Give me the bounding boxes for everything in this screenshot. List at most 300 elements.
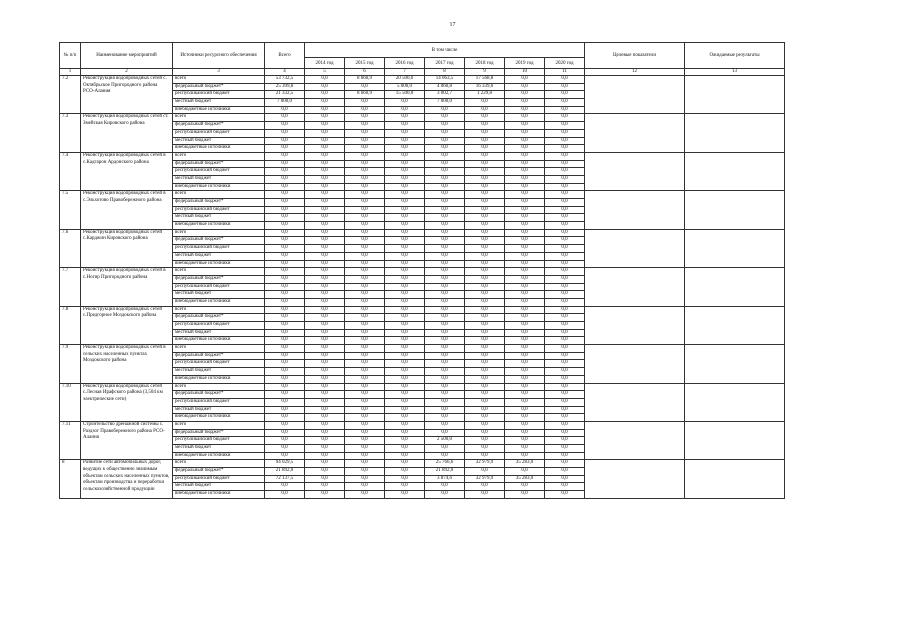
year-value: 32 979,9: [465, 475, 505, 483]
year-value: 0,0: [545, 437, 585, 445]
total-value: 72 137,5: [265, 475, 305, 483]
year-value: 0,0: [545, 83, 585, 91]
measure-number: 7.2: [60, 76, 81, 114]
year-value: 0,0: [505, 275, 545, 283]
funding-source: всего: [173, 421, 265, 429]
funding-source: всего: [173, 229, 265, 237]
year-value: 0,0: [505, 414, 545, 422]
measure-block: [60, 306, 785, 344]
year-value: 0,0: [545, 368, 585, 376]
year-value: 0,0: [425, 160, 465, 168]
year-value: 0,0: [385, 237, 425, 245]
year-value: 0,0: [425, 306, 465, 314]
year-value: 14 063,5: [425, 76, 465, 84]
year-value: 0,0: [465, 406, 505, 414]
year-value: 0,0: [345, 152, 385, 160]
year-value: 0,0: [545, 99, 585, 107]
year-value: 0,0: [465, 306, 505, 314]
year-value: 0,0: [305, 168, 345, 176]
year-value: 0,0: [305, 360, 345, 368]
year-value: 0,0: [545, 491, 585, 499]
total-value: 0,0: [265, 352, 305, 360]
column-number: 7: [385, 69, 425, 76]
funding-source: федеральный бюджет*: [173, 83, 265, 91]
year-value: 0,0: [545, 352, 585, 360]
year-value: 0,0: [345, 260, 385, 268]
year-value: 0,0: [425, 421, 465, 429]
table-row: [60, 306, 785, 314]
year-value: 0,0: [305, 106, 345, 114]
year-value: 0,0: [465, 160, 505, 168]
year-value: 0,0: [505, 83, 545, 91]
year-value: 0,0: [505, 106, 545, 114]
year-value: 0,0: [505, 360, 545, 368]
year-value: 0,0: [505, 352, 545, 360]
funding-source: местный бюджет: [173, 483, 265, 491]
year-value: 0,0: [465, 298, 505, 306]
total-value: 21 892,0: [265, 468, 305, 476]
measure-name: Строительство дренажной системы с. Раздзог Правобережного района РСО-Алания: [81, 421, 173, 459]
year-value: 0,0: [425, 452, 465, 460]
funding-source: республиканский бюджет: [173, 245, 265, 253]
year-value: 0,0: [345, 114, 385, 122]
year-value: 0,0: [505, 491, 545, 499]
year-value: 0,0: [465, 199, 505, 207]
year-value: 0,0: [505, 429, 545, 437]
year-value: 0,0: [505, 175, 545, 183]
column-number: 8: [425, 69, 465, 76]
year-value: 0,0: [545, 122, 585, 130]
total-value: 0,0: [265, 199, 305, 207]
funding-source: местный бюджет: [173, 214, 265, 222]
column-numbers: [60, 69, 785, 76]
year-value: 35 283,0: [505, 460, 545, 468]
total-value: 0,0: [265, 491, 305, 499]
year-value: 0,0: [385, 398, 425, 406]
year-value: 0,0: [545, 91, 585, 99]
year-value: 0,0: [425, 229, 465, 237]
year-value: 0,0: [545, 298, 585, 306]
table-row: [60, 191, 785, 199]
expected-results-cell: [685, 114, 785, 152]
year-value: 0,0: [305, 145, 345, 153]
year-value: 0,0: [385, 314, 425, 322]
total-value: 0,0: [265, 237, 305, 245]
measure-name: Реконструкция водопроводных сетей в с.Эльхотово Правобережного района: [81, 191, 173, 229]
total-value: 0,0: [265, 191, 305, 199]
target-indicators-cell: [585, 268, 685, 306]
column-number: 4: [265, 69, 305, 76]
year-value: 0,0: [545, 414, 585, 422]
year-value: 0,0: [545, 168, 585, 176]
table-row: [60, 76, 785, 84]
year-value: 0,0: [425, 398, 465, 406]
measure-name: Реконструкция водопроводных сетей ст. Змейская Кировского района: [81, 114, 173, 152]
column-number: 9: [465, 69, 505, 76]
funding-source: внебюджетные источники: [173, 337, 265, 345]
year-value: 0,0: [345, 406, 385, 414]
year-value: 0,0: [425, 360, 465, 368]
year-value: 0,0: [505, 483, 545, 491]
year-value: 0,0: [425, 245, 465, 253]
year-value: 0,0: [385, 391, 425, 399]
year-value: 0,0: [385, 437, 425, 445]
year-value: 0,0: [385, 329, 425, 337]
year-value: 0,0: [465, 214, 505, 222]
year-value: 0,0: [465, 483, 505, 491]
year-value: 0,0: [345, 245, 385, 253]
year-value: 0,0: [505, 421, 545, 429]
year-value: 0,0: [465, 137, 505, 145]
year-value: 0,0: [385, 337, 425, 345]
year-value: 0,0: [505, 437, 545, 445]
measure-number: 7.5: [60, 191, 81, 229]
year-value: 0,0: [305, 391, 345, 399]
year-value: 0,0: [505, 91, 545, 99]
measure-block: [60, 76, 785, 114]
year-value: 0,0: [385, 352, 425, 360]
funding-source: внебюджетные источники: [173, 106, 265, 114]
measure-block: [60, 383, 785, 421]
year-value: 0,0: [345, 268, 385, 276]
header-year: 2017 год: [425, 58, 465, 69]
year-value: 0,0: [465, 145, 505, 153]
year-value: 0,0: [505, 191, 545, 199]
funding-source: внебюджетные источники: [173, 452, 265, 460]
year-value: 0,0: [305, 345, 345, 353]
year-value: 0,0: [425, 414, 465, 422]
header-year: 2018 год: [465, 58, 505, 69]
total-value: 0,0: [265, 106, 305, 114]
funding-source: всего: [173, 306, 265, 314]
year-value: 0,0: [425, 183, 465, 191]
total-value: 0,0: [265, 137, 305, 145]
year-value: 0,0: [345, 429, 385, 437]
year-value: 0,0: [425, 491, 465, 499]
table-row: [60, 152, 785, 160]
header-year: 2019 год: [505, 58, 545, 69]
year-value: 0,0: [425, 152, 465, 160]
column-number-row: [60, 69, 785, 76]
funding-source: внебюджетные источники: [173, 414, 265, 422]
year-value: 0,0: [385, 106, 425, 114]
total-value: 0,0: [265, 360, 305, 368]
year-value: 0,0: [305, 445, 345, 453]
year-value: 0,0: [505, 383, 545, 391]
year-value: 0,0: [305, 199, 345, 207]
year-value: 0,0: [505, 206, 545, 214]
year-value: 0,0: [505, 398, 545, 406]
year-value: 0,0: [505, 268, 545, 276]
year-value: 0,0: [505, 445, 545, 453]
year-value: 0,0: [545, 129, 585, 137]
year-value: 0,0: [305, 298, 345, 306]
funding-source: местный бюджет: [173, 445, 265, 453]
funding-source: внебюджетные источники: [173, 375, 265, 383]
funding-source: всего: [173, 345, 265, 353]
total-value: 0,0: [265, 222, 305, 230]
year-value: 0,0: [425, 191, 465, 199]
expected-results-cell: [685, 76, 785, 114]
year-value: 0,0: [465, 375, 505, 383]
year-value: 0,0: [425, 214, 465, 222]
year-value: 0,0: [385, 383, 425, 391]
target-indicators-cell: [585, 76, 685, 114]
total-value: 0,0: [265, 252, 305, 260]
year-value: 0,0: [545, 199, 585, 207]
column-number: 11: [545, 69, 585, 76]
year-value: 0,0: [545, 175, 585, 183]
total-value: 0,0: [265, 452, 305, 460]
year-value: 0,0: [465, 191, 505, 199]
year-value: 0,0: [425, 483, 465, 491]
funding-source: всего: [173, 114, 265, 122]
year-value: 0,0: [545, 268, 585, 276]
year-value: 0,0: [305, 491, 345, 499]
measure-number: 7.10: [60, 383, 81, 421]
year-value: 0,0: [545, 329, 585, 337]
year-value: 0,0: [465, 452, 505, 460]
year-value: 0,0: [465, 368, 505, 376]
total-value: 0,0: [265, 414, 305, 422]
year-value: 0,0: [465, 129, 505, 137]
expected-results-cell: [685, 383, 785, 421]
column-number: 10: [505, 69, 545, 76]
year-value: 0,0: [385, 129, 425, 137]
year-value: 35 283,0: [505, 475, 545, 483]
funding-source: федеральный бюджет*: [173, 122, 265, 130]
target-indicators-cell: [585, 421, 685, 459]
year-value: 0,0: [465, 237, 505, 245]
target-indicators-cell: [585, 306, 685, 344]
year-value: 0,0: [425, 283, 465, 291]
year-value: 0,0: [305, 160, 345, 168]
year-value: 0,0: [505, 145, 545, 153]
funding-source: республиканский бюджет: [173, 168, 265, 176]
year-value: 0,0: [345, 206, 385, 214]
total-value: 0,0: [265, 114, 305, 122]
target-indicators-cell: [585, 383, 685, 421]
measure-number: 7.3: [60, 114, 81, 152]
funding-source: федеральный бюджет*: [173, 314, 265, 322]
header-year: 2016 год: [385, 58, 425, 69]
year-value: 0,0: [305, 375, 345, 383]
year-value: 0,0: [305, 222, 345, 230]
year-value: 0,0: [505, 298, 545, 306]
year-value: 0,0: [305, 460, 345, 468]
year-value: 0,0: [545, 483, 585, 491]
year-value: 0,0: [305, 275, 345, 283]
year-value: 0,0: [385, 460, 425, 468]
year-value: 8 660,9: [345, 76, 385, 84]
year-value: 0,0: [345, 222, 385, 230]
total-value: 0,0: [265, 160, 305, 168]
table-row: [60, 345, 785, 353]
year-value: 0,0: [505, 183, 545, 191]
year-value: 0,0: [505, 237, 545, 245]
year-value: 0,0: [385, 298, 425, 306]
year-value: 0,0: [305, 252, 345, 260]
funding-source: местный бюджет: [173, 368, 265, 376]
funding-source: республиканский бюджет: [173, 360, 265, 368]
year-value: 0,0: [545, 76, 585, 84]
measure-name: Реконструкция водопроводных сетей с.Предгорное Моздокского района: [81, 306, 173, 344]
year-value: 0,0: [305, 122, 345, 130]
year-value: 0,0: [505, 260, 545, 268]
year-value: 15 500,0: [385, 91, 425, 99]
measure-block: [60, 345, 785, 383]
funding-source: федеральный бюджет*: [173, 275, 265, 283]
year-value: 0,0: [425, 199, 465, 207]
funding-source: внебюджетные источники: [173, 298, 265, 306]
year-value: 0,0: [465, 183, 505, 191]
year-value: 0,0: [465, 99, 505, 107]
year-value: 0,0: [385, 306, 425, 314]
year-value: 0,0: [465, 114, 505, 122]
year-value: 0,0: [545, 137, 585, 145]
measure-number: 7.7: [60, 268, 81, 306]
year-value: 0,0: [385, 406, 425, 414]
year-value: 16 339,0: [465, 83, 505, 91]
total-value: 7 000,0: [265, 99, 305, 107]
year-value: 0,0: [545, 106, 585, 114]
year-value: 0,0: [385, 191, 425, 199]
year-value: 0,0: [345, 99, 385, 107]
year-value: 0,0: [545, 452, 585, 460]
measure-name: Реконструкция водопроводных сетей в с.Кадгарон Ардонского района: [81, 152, 173, 190]
funding-source: внебюджетные источники: [173, 260, 265, 268]
year-value: 0,0: [385, 114, 425, 122]
year-value: 0,0: [425, 268, 465, 276]
expected-results-cell: [685, 229, 785, 267]
measure-name: Реконструкция водопроводных сетей с.Лесная Ирафского района (3,504 км электрические сети): [81, 383, 173, 421]
year-value: 0,0: [545, 337, 585, 345]
year-value: 0,0: [545, 245, 585, 253]
measure-block: [60, 460, 785, 498]
year-value: 0,0: [385, 175, 425, 183]
year-value: 0,0: [545, 398, 585, 406]
year-value: 0,0: [465, 175, 505, 183]
year-value: 0,0: [305, 429, 345, 437]
total-value: 0,0: [265, 245, 305, 253]
year-value: 0,0: [465, 360, 505, 368]
year-value: 32 979,9: [465, 460, 505, 468]
year-value: 0,0: [305, 83, 345, 91]
year-value: 0,0: [465, 252, 505, 260]
year-value: 0,0: [385, 245, 425, 253]
year-value: 0,0: [385, 99, 425, 107]
year-value: 0,0: [305, 114, 345, 122]
funding-source: внебюджетные источники: [173, 491, 265, 499]
year-value: 0,0: [425, 291, 465, 299]
year-value: 0,0: [345, 191, 385, 199]
table-header: [60, 43, 785, 69]
column-number: 13: [685, 69, 785, 76]
year-value: 0,0: [465, 337, 505, 345]
year-value: 0,0: [305, 129, 345, 137]
year-value: 0,0: [385, 283, 425, 291]
year-value: 0,0: [345, 375, 385, 383]
funding-source: внебюджетные источники: [173, 183, 265, 191]
year-value: 0,0: [385, 183, 425, 191]
year-value: 0,0: [385, 252, 425, 260]
table-row: [60, 383, 785, 391]
year-value: 0,0: [305, 322, 345, 330]
total-value: 0,0: [265, 391, 305, 399]
year-value: 0,0: [505, 391, 545, 399]
measure-block: [60, 152, 785, 190]
total-value: 0,0: [265, 337, 305, 345]
funding-source: республиканский бюджет: [173, 91, 265, 99]
year-value: 0,0: [425, 445, 465, 453]
year-value: 7 000,0: [425, 99, 465, 107]
year-value: 0,0: [545, 468, 585, 476]
year-value: 0,0: [425, 114, 465, 122]
target-indicators-cell: [585, 345, 685, 383]
year-value: 0,0: [505, 283, 545, 291]
funding-source: внебюджетные источники: [173, 222, 265, 230]
year-value: 0,0: [425, 375, 465, 383]
year-value: 0,0: [545, 345, 585, 353]
year-value: 0,0: [305, 437, 345, 445]
total-value: 53 732,5: [265, 76, 305, 84]
funding-source: местный бюджет: [173, 175, 265, 183]
year-value: 0,0: [545, 460, 585, 468]
year-value: 21 892,0: [425, 468, 465, 476]
funding-source: федеральный бюджет*: [173, 468, 265, 476]
year-value: 17 568,8: [465, 76, 505, 84]
year-value: 0,0: [545, 291, 585, 299]
year-value: 0,0: [505, 245, 545, 253]
year-value: 0,0: [505, 160, 545, 168]
target-indicators-cell: [585, 460, 685, 498]
year-value: 0,0: [545, 275, 585, 283]
year-value: 0,0: [345, 183, 385, 191]
year-value: 0,0: [305, 314, 345, 322]
year-value: 0,0: [345, 83, 385, 91]
year-value: 0,0: [385, 368, 425, 376]
expected-results-cell: [685, 152, 785, 190]
year-value: 0,0: [345, 322, 385, 330]
total-value: 0,0: [265, 445, 305, 453]
expected-results-cell: [685, 460, 785, 498]
year-value: 0,0: [505, 337, 545, 345]
year-value: 0,0: [545, 429, 585, 437]
year-value: 0,0: [305, 283, 345, 291]
expected-results-cell: [685, 268, 785, 306]
year-value: 0,0: [505, 152, 545, 160]
target-indicators-cell: [585, 229, 685, 267]
year-value: 0,0: [465, 275, 505, 283]
funding-source: федеральный бюджет*: [173, 160, 265, 168]
header-year: 2014 год: [305, 58, 345, 69]
year-value: 0,0: [305, 406, 345, 414]
year-value: 0,0: [465, 329, 505, 337]
year-value: 0,0: [425, 275, 465, 283]
year-value: 0,0: [425, 329, 465, 337]
header-name: Наименование мероприятий: [81, 43, 173, 69]
measure-number: 7.8: [60, 306, 81, 344]
measure-name: Реконструкция водопроводных сетей с. Октябрьское Пригородного района РСО-Алания: [81, 76, 173, 114]
header-source: Источники ресурсного обеспечения: [173, 43, 265, 69]
year-value: 0,0: [425, 406, 465, 414]
year-value: 0,0: [465, 268, 505, 276]
year-value: 0,0: [545, 229, 585, 237]
year-value: 0,0: [425, 383, 465, 391]
year-value: 0,0: [465, 152, 505, 160]
header-total: Всего: [265, 43, 305, 69]
year-value: 0,0: [505, 76, 545, 84]
